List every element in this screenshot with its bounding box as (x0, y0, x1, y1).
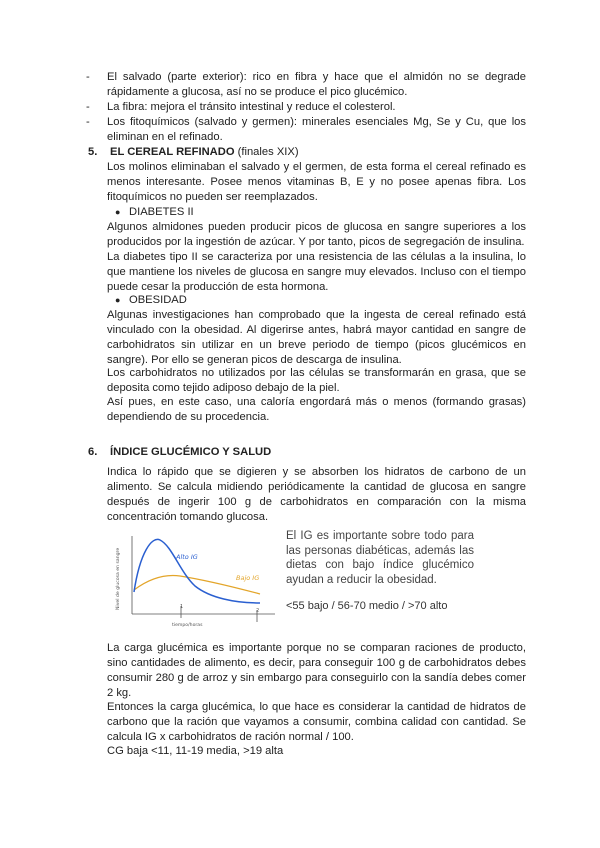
dash-icon: - (86, 71, 90, 83)
dash-icon: - (86, 116, 90, 128)
diabetes-paragraph-1: Algunos almidones pueden producir picos de glucosa en sangre superiores a los producidos por la ingestión de azúcar. Y por tanto, picos de segregación de insulina. (107, 221, 526, 248)
x-axis-label: tiempo/horas (172, 623, 203, 628)
bullet-text: La fibra: mejora el tránsito intestinal y reduce el colesterol. (107, 101, 396, 113)
section-number: 5. (88, 146, 98, 158)
bullet-text: El salvado (parte exterior): rico en fibra y hace que el almidón no se degrade rápidamente a glucosa, así no se produce el pico glucémico. (107, 71, 526, 98)
bullet-obesidad (115, 293, 187, 308)
section-5-intro: Los molinos eliminaban el salvado y el germen, de esta forma el cereal refinado es menos interesante. Posee menos vitaminas B, E y no posee apenas fibra. Los fitoquímicos no pueden ser reemplazados. (107, 161, 526, 203)
diabetes-paragraph-2: La diabetes tipo II se caracteriza por una resistencia de las células a la insulina, lo que mantiene los niveles de glucosa en sangre muy elevados. Incluso con el tiempo puede cesar la producción de esta hormona. (107, 251, 526, 293)
section-title: ÍNDICE GLUCÉMICO Y SALUD (110, 446, 272, 458)
section-6-intro: Indica lo rápido que se digieren y se absorben los hidratos de carbono de un alimento. Se calcula midiendo periódicamente la cantidad de glucosa en sangre después de ingerir 100 g de carbohidratos en comparación con la misma concentración tomando glucosa. (107, 466, 526, 523)
bullet-fibra (86, 100, 526, 115)
gi-ranges: <55 bajo / 56-70 medio / >70 alto (286, 600, 448, 612)
section-5-heading (88, 145, 299, 160)
figure-side-text: El IG es importante sobre todo para las personas diabéticas, además las dietas con bajo índice glucémico ayudan a reducir la obesidad. (286, 530, 474, 586)
carga-paragraph-3: CG baja <11, 11-19 media, >19 alta (107, 745, 284, 757)
bullet-text: Los fitoquímicos (salvado y germen): minerales esenciales Mg, Se y Cu, que los eliminan en el refinado. (107, 116, 526, 143)
bullet-label: OBESIDAD (129, 294, 187, 306)
y-axis-label: Nivel de glucosa en sangre (116, 547, 121, 610)
obesidad-paragraph-2: Los carbohidratos no utilizados por las células se transformarán en grasa, que se deposita como tejido adiposo debajo de la piel. (107, 367, 526, 394)
high-gi-label: Alto IG (176, 553, 198, 561)
low-gi-label: Bajo IG (236, 574, 260, 582)
carga-paragraph-1: La carga glucémica es importante porque no se comparan raciones de producto, sino cantidades de alimento, es decir, para conseguir 100 g de carbohidratos debes consumir 280 g de arroz y sin embargo para conseguirlo con la sandía debes comer 2 kg. (107, 642, 526, 699)
section-subtitle: (finales XIX) (237, 146, 299, 158)
section-title: EL CEREAL REFINADO (110, 146, 235, 158)
high-gi-curve (134, 539, 260, 603)
dash-icon: - (86, 101, 90, 113)
bullet-diabetes (115, 205, 194, 220)
glycemic-curve-svg (110, 530, 280, 632)
x-tick-label-1: 1 (180, 604, 184, 610)
bullet-label: DIABETES II (129, 206, 194, 218)
section-number: 6. (88, 446, 98, 458)
x-tick-label-2: 2 (256, 608, 260, 614)
carga-paragraph-2: Entonces la carga glucémica, lo que hace es considerar la cantidad de hidratos de carbono que la ración que vayamos a consumir, combina calidad con cantidad. Se calcula IG x carbohidratos de ración normal / 100. (107, 701, 526, 743)
bullet-dot-icon: ● (115, 207, 121, 217)
bullet-dot-icon: ● (115, 295, 121, 305)
glycemic-curve-figure (110, 530, 280, 632)
bullet-salvado (86, 70, 526, 100)
section-6-heading (88, 445, 271, 460)
bullet-fitoquimicos (86, 115, 526, 145)
obesidad-paragraph-3: Así pues, en este caso, una caloría engordará más o menos (formando grasas) dependiendo de su procedencia. (107, 396, 526, 423)
obesidad-paragraph-1: Algunas investigaciones han comprobado que la ingesta de cereal refinado está vinculado con la obesidad. Al digerirse antes, habrá mayor cantidad en sangre de carbohidratos sin utilizar en un breve periodo de tiempo (picos glucémicos en sangre). Por ello se generan picos de descarga de insulina. (107, 309, 526, 366)
